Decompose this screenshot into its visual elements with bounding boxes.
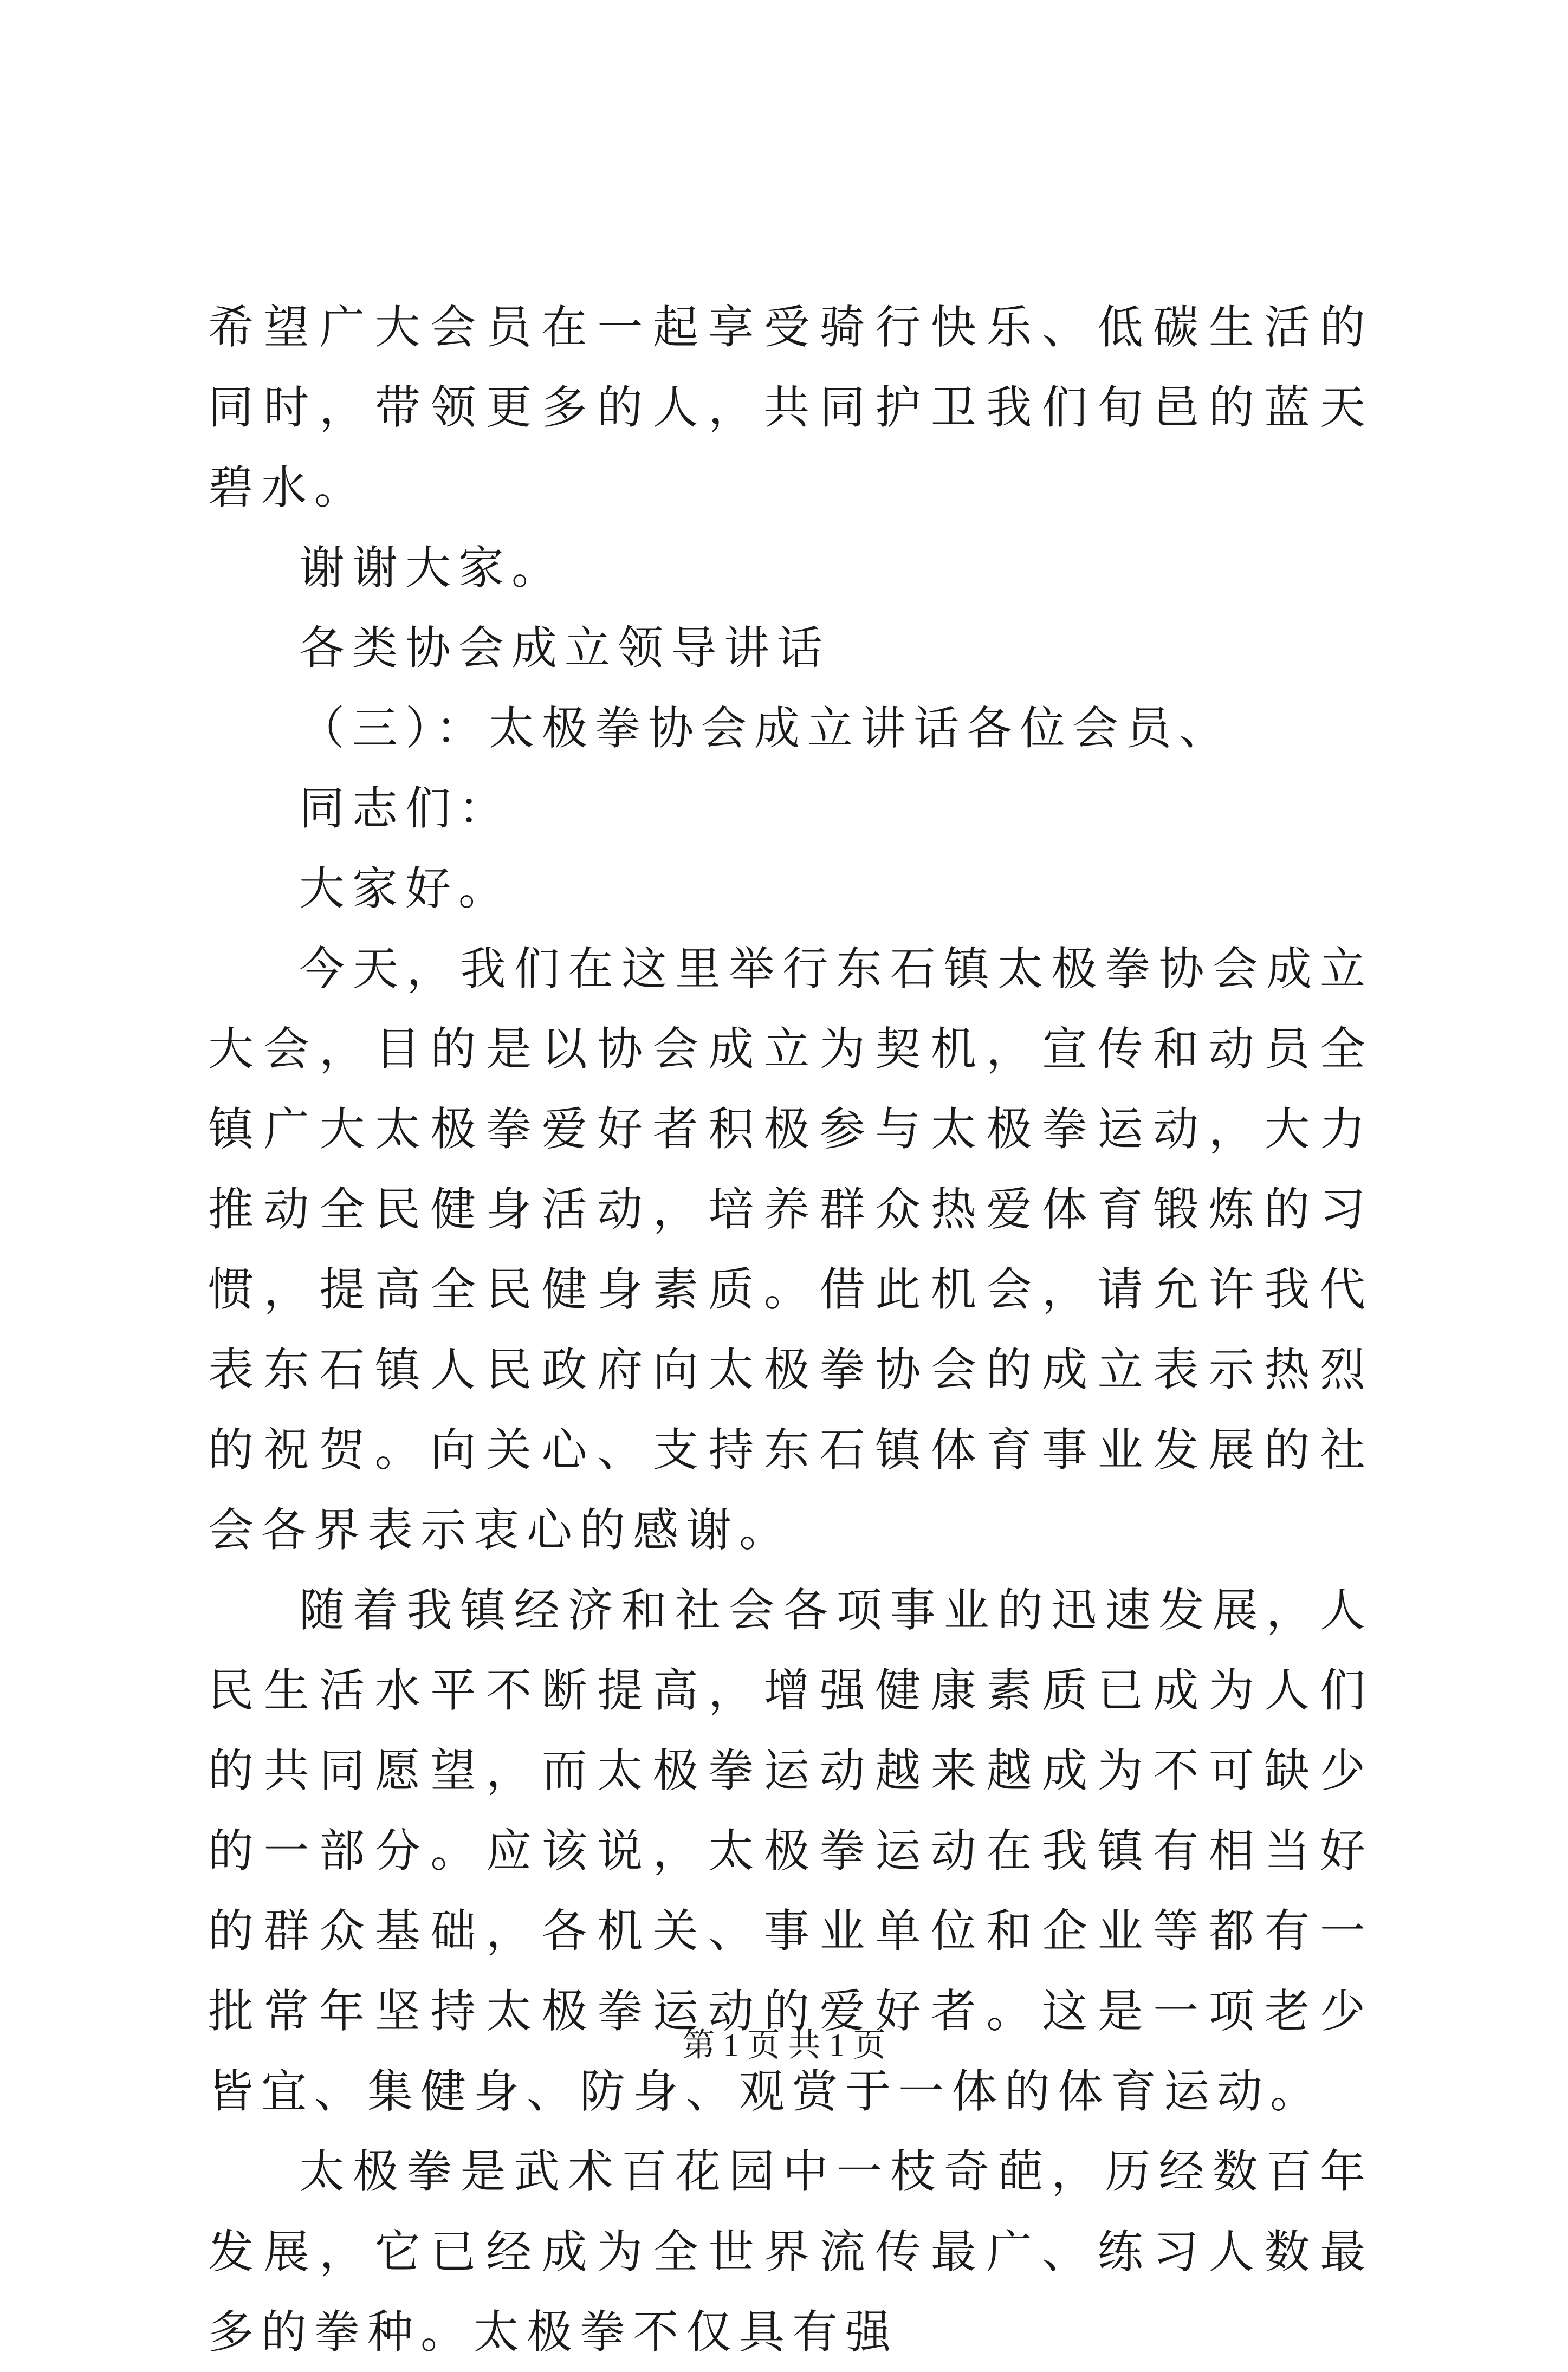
paragraph-thanks: 谢谢大家。 [299,541,565,594]
paragraph-taichi: 太极拳是武术百花园中一枝奇葩，历经数百年发展，它已经成为全世界流传最广、练习人数最多的拳种。太极拳不仅具有强 [208,2145,1373,2358]
paragraph-purpose: 今天，我们在这里举行东石镇太极拳协会成立大会，目的是以协会成立为契机，宣传和动员全镇广大太极拳爱好者积极参与太极拳运动，大力推动全民健身活动，培养群众热爱体育锻炼的习惯，提高全民健身素质。借此机会，请允许我代表东石镇人民政府向太极拳协会的成立表示热烈的祝贺。向关心、支持东石镇体育事业发展的社会各界表示衷心的感谢。 [208,942,1373,1557]
paragraph-closing-hope: 希望广大会员在一起享受骑行快乐、低碳生活的同时，带领更多的人，共同护卫我们旬邑的蓝天碧水。 [208,301,1373,514]
subsection-title: （三）：太极拳协会成立讲话各位会员、 [299,702,1233,755]
paragraph-development: 随着我镇经济和社会各项事业的迅速发展，人民生活水平不断提高，增强健康素质已成为人们的共同愿望，而太极拳运动越来越成为不可缺少的一部分。应该说，太极拳运动在我镇有相当好的群众基础，各机关、事业单位和企业等都有一批常年坚持太极拳运动的爱好者。这是一项老少皆宜、集健身、防身、观赏于一体的体育运动。 [208,1584,1373,2118]
page-footer: 第 1 页 共 1 页 [682,2027,886,2063]
greeting: 大家好。 [299,862,512,915]
salutation: 同志们： [299,782,512,835]
section-title: 各类协会成立领导讲话 [299,621,831,675]
